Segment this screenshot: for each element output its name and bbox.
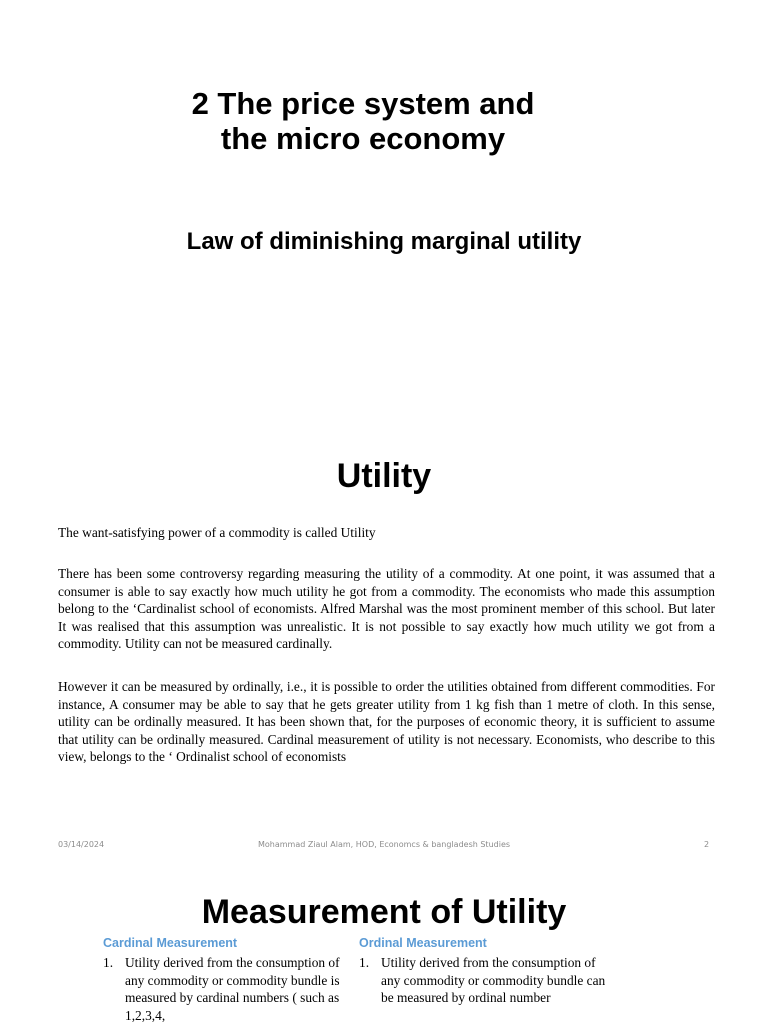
slide-title-line-2: the micro economy	[220, 121, 506, 156]
list-item	[359, 954, 609, 1007]
cardinal-measurement-list	[103, 954, 353, 1024]
slide-subtitle: Law of diminishing marginal utility	[186, 228, 582, 255]
ordinalist-paragraph: However it can be measured by ordinally, i.e., it is possible to order the utilities obtained from different commodities. For instance, A consumer may be able to say that he gets greater utility from 1 kg fish than 1 metre of cloth. In this sense, utility can be ordinally measured. It has been shown that, for the purposes of economic theory, it is sufficient to assume that utility can be ordinally measured. Cardinal measurement of utility is not necessary. Economists, who describe to this view, belongs to the ‘ Ordinalist school of economists	[58, 679, 715, 764]
ordinal-measurement-heading: Ordinal Measurement	[359, 936, 487, 950]
footer-page-number: 2	[704, 840, 710, 849]
utility-heading: Utility	[336, 457, 432, 495]
list-item-number: 1.	[103, 955, 114, 970]
slide-title-line-1: 2 The price system and	[191, 86, 535, 121]
slide-title	[0, 86, 726, 156]
utility-definition: The want-satisfying power of a commodity is called Utility	[58, 525, 376, 540]
list-item-text: Utility derived from the consumption of any commodity or commodity bundle can be measured by ordinal number	[381, 955, 606, 1005]
measurement-heading: Measurement of Utility	[201, 893, 567, 931]
list-item-text: Utility derived from the consumption of any commodity or commodity bundle is measured by cardinal numbers ( such as 1,2,3,4,	[125, 955, 340, 1023]
cardinal-measurement-heading: Cardinal Measurement	[103, 936, 238, 950]
ordinal-measurement-list	[359, 954, 609, 1007]
list-item	[103, 954, 353, 1024]
list-item-number: 1.	[359, 955, 370, 970]
cardinalist-paragraph: There has been some controversy regarding measuring the utility of a commodity. At one point, it was assumed that a consumer is able to say exactly how much utility he got from a commodity. The economists who made this assumption belong to the ‘Cardinalist school of economists. Alfred Marshal was the most prominent member of this school. But later It was realised that this assumption was unrealistic. It is not possible to say exactly how much utility we got from a commodity. Utility can not be measured cardinally.	[58, 566, 715, 651]
footer-author: Mohammad Ziaul Alam, HOD, Economcs & bangladesh Studies	[257, 840, 511, 849]
footer-date: 03/14/2024	[58, 840, 105, 849]
